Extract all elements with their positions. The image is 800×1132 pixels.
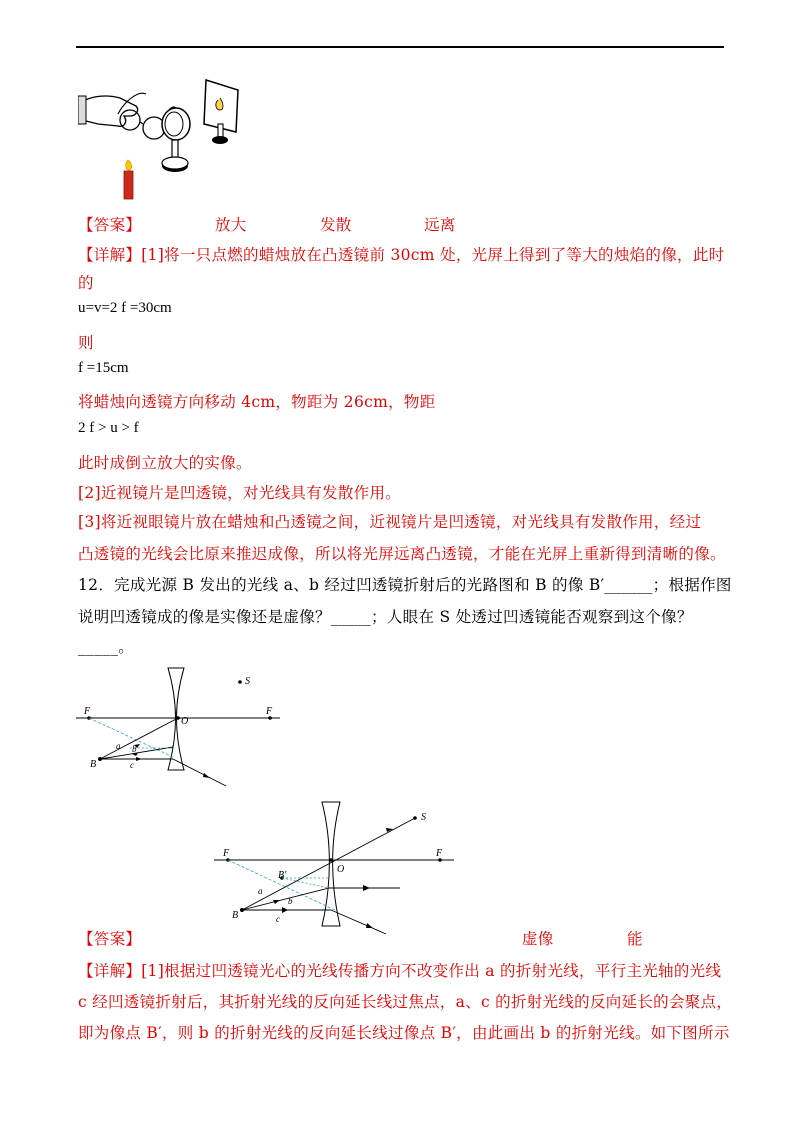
optical-center-label: O: [337, 864, 345, 875]
lens-experiment-illustration: [78, 72, 248, 204]
detail-line: [78, 958, 721, 984]
detail-text: 即为像点 B′，则 b 的折射光线的反向延长线过像点 B′，由此画出 b 的折射光线。如下图所示: [78, 1024, 730, 1042]
answer-blank-1: 放大: [215, 216, 247, 234]
header-rule: [76, 46, 724, 48]
detail-text: 凸透镜的光线会比原来推迟成像，所以将光屏远离凸透镜，才能在光屏上重新得到清晰的像。: [78, 545, 726, 563]
source-label: B: [232, 910, 239, 921]
answer-blank-1: 虚像: [522, 930, 554, 948]
eye-point-label: S: [421, 812, 426, 823]
answer-blank-2: 发散: [320, 216, 352, 234]
detail-tag: 【详解】: [78, 246, 142, 264]
equation: u=v=2 f =30cm: [78, 300, 172, 316]
ray-label-a: a: [258, 886, 263, 896]
detail-text: [2]近视镜片是凹透镜，对光线具有发散作用。: [78, 484, 402, 502]
optical-center-label: O: [181, 716, 189, 727]
detail-text: [1]将一只点燃的蜡烛放在凸透镜前 30cm 处，光屏上得到了等大的烛焰的像，此时: [141, 246, 725, 264]
question-text: 说明凹透镜成的像是实像还是虚像？_____；人眼在 S 处透过凹透镜能否观察到这个像？: [78, 608, 693, 626]
detail-text: c 经凹透镜折射后，其折射光线的反向延长线过焦点，a、c 的折射光线的反向延长的会聚点，: [78, 993, 733, 1011]
ray-label-b: b: [132, 744, 137, 754]
answer-tag: 【答案】: [78, 930, 142, 948]
question-text: 12．完成光源 B 发出的光线 a、b 经过凹透镜折射后的光路图和 B 的像 B′______；根据作图: [78, 576, 732, 594]
ray-label-c: c: [276, 914, 280, 924]
detail-text: [3]将近视眼镜片放在蜡烛和凸透镜之间，近视镜片是凹透镜，对光线具有发散作用，经过: [78, 513, 702, 531]
question-text: _____。: [78, 638, 135, 656]
concave-lens-answer-diagram: [210, 798, 460, 938]
detail-text: 将蜡烛向透镜方向移动 4cm，物距为 26cm，物距: [78, 393, 436, 411]
detail-text: 此时成倒立放大的实像。: [78, 454, 252, 472]
image-point-label: B′: [278, 870, 287, 881]
detail-text: 的: [78, 274, 94, 292]
detail-tag: 【详解】: [78, 962, 142, 980]
answer-blank-3: 远离: [424, 216, 456, 234]
answer-blank-2: 能: [627, 930, 643, 948]
concave-lens-question-diagram: [70, 662, 290, 790]
focus-label-right: F: [436, 848, 443, 859]
equation: 2 f > u > f: [78, 420, 139, 436]
focus-label-left: F: [84, 706, 91, 717]
source-label: B: [90, 759, 97, 770]
equation: f =15cm: [78, 360, 129, 376]
ray-label-a: a: [116, 741, 121, 751]
focus-label-left: F: [223, 848, 230, 859]
answer-tag: 【答案】: [78, 216, 142, 234]
detail-text: 则: [78, 334, 94, 352]
ray-label-c: c: [130, 760, 134, 770]
eye-point-label: S: [245, 676, 250, 687]
detail-text: [1]根据过凹透镜光心的光线传播方向不改变作出 a 的折射光线，平行主光轴的光线: [141, 962, 722, 980]
focus-label-right: F: [266, 706, 273, 717]
ray-label-b: b: [288, 896, 293, 906]
detail-line: [78, 242, 724, 268]
